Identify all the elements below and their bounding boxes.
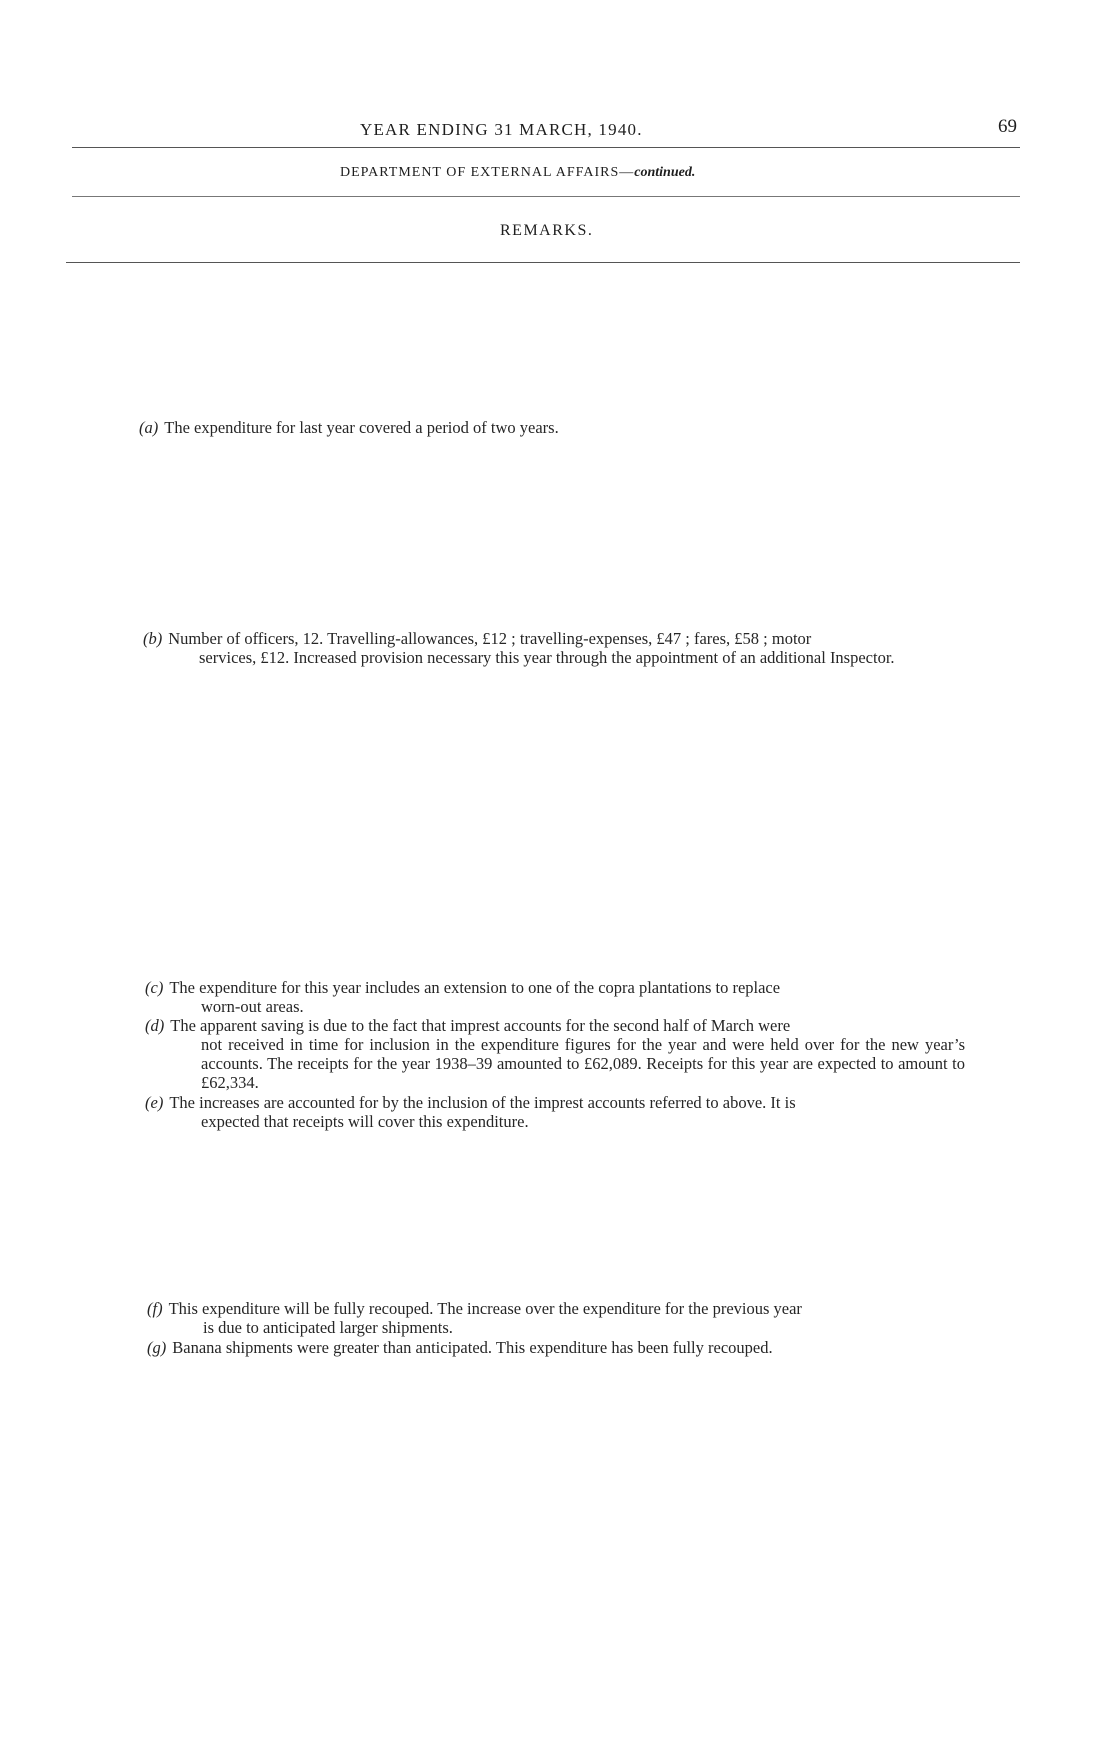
remark-first-line: [143, 629, 963, 648]
remark-first-line: [145, 1093, 965, 1112]
section-title: REMARKS.: [500, 222, 594, 239]
department-continued: continued.: [634, 165, 696, 180]
remark-first-line: [147, 1299, 969, 1318]
remark-text: The expenditure for last year covered a period of two years.: [164, 418, 559, 437]
remark-e: [145, 1093, 965, 1131]
remark-first-line: [139, 418, 959, 437]
remark-d: [145, 1016, 965, 1092]
remark-b: [143, 629, 963, 667]
remark-text: This expenditure will be fully recouped. The increase over the expenditure for the previous year: [168, 1299, 802, 1318]
remark-a: [139, 418, 959, 437]
department-name: DEPARTMENT OF EXTERNAL AFFAIRS—: [340, 165, 635, 180]
header-rule: [72, 147, 1020, 148]
remark-mark: (f): [147, 1299, 163, 1318]
remark-mark: (c): [145, 978, 164, 997]
department-rule: [72, 196, 1020, 197]
section-rule: [66, 262, 1020, 263]
running-head: YEAR ENDING 31 MARCH, 1940.: [360, 120, 643, 139]
page-number: 69: [998, 116, 1017, 137]
remark-first-line: [147, 1338, 969, 1357]
remark-text: The increases are accounted for by the inclusion of the imprest accounts referred to above. It is: [169, 1093, 796, 1112]
remark-continuation: expected that receipts will cover this expenditure.: [201, 1112, 529, 1131]
remark-g: [147, 1338, 969, 1357]
remark-c: [145, 978, 965, 1016]
remark-mark: (e): [145, 1093, 164, 1112]
remark-f: [147, 1299, 969, 1337]
remark-first-line: [145, 1016, 965, 1035]
remark-continuation: worn-out areas.: [201, 997, 304, 1016]
remark-mark: (g): [147, 1338, 167, 1357]
remark-continuation: is due to anticipated larger shipments.: [203, 1318, 453, 1337]
remark-continuation: services, £12. Increased provision necessary this year through the appointment of an additional Inspector.: [199, 648, 895, 667]
remark-text: The apparent saving is due to the fact that imprest accounts for the second half of March were: [170, 1016, 791, 1035]
remark-mark: (b): [143, 629, 163, 648]
remark-first-line: [145, 978, 965, 997]
remark-text: Number of officers, 12. Travelling-allowances, £12 ; travelling-expenses, £47 ; fares, £58 ; motor: [168, 629, 812, 648]
remark-mark: (d): [145, 1016, 165, 1035]
remark-text: Banana shipments were greater than anticipated. This expenditure has been fully recouped.: [172, 1338, 773, 1357]
remark-mark: (a): [139, 418, 159, 437]
remark-text: The expenditure for this year includes an extension to one of the copra plantations to replace: [169, 978, 781, 997]
department-heading: [340, 165, 840, 181]
remark-continuation: not received in time for inclusion in the expenditure figures for the year and were held over for the new year’s accounts. The receipts for the year 1938–39 amounted to £62,089. Receipts for this year are expected to amount to £62,334.: [201, 1035, 965, 1092]
